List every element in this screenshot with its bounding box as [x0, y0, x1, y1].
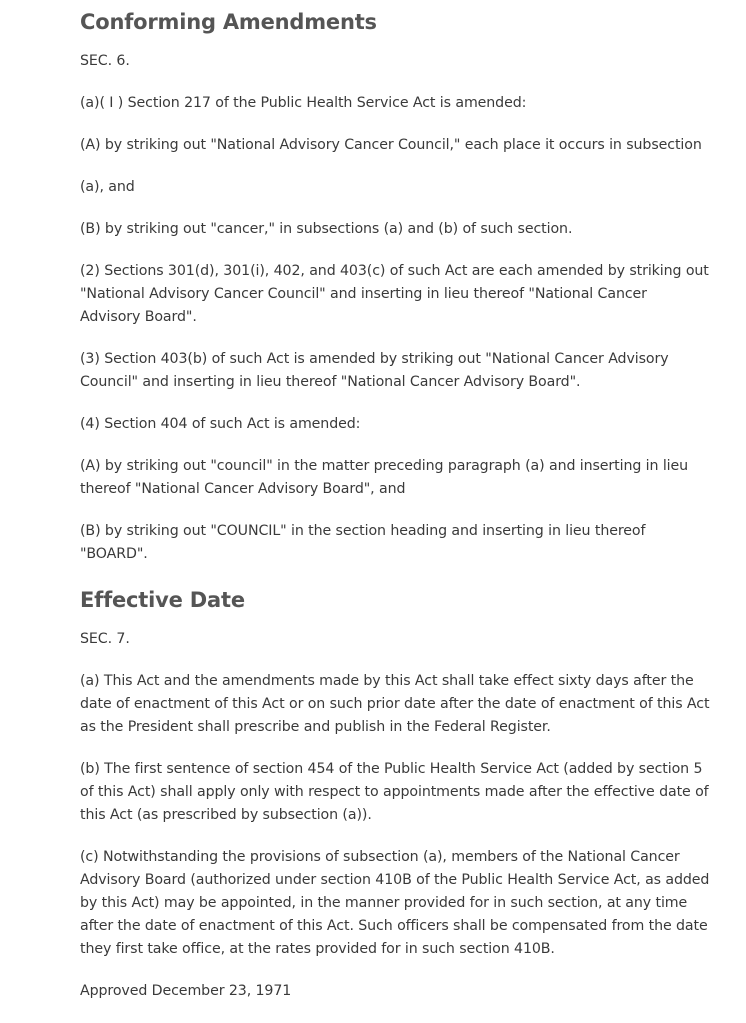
approval-date: Approved December 23, 1971 [80, 983, 292, 999]
paragraph: (4) Section 404 of such Act is amended: [80, 416, 361, 432]
paragraph: (A) by striking out "National Advisory Cancer Council," each place it occurs in subsection [80, 137, 702, 153]
paragraph: (B) by striking out "COUNCIL" in the section heading and inserting in lieu thereof "BOARD". [80, 523, 646, 562]
section-label-sec-7: SEC. 7. [80, 631, 130, 647]
section-heading-effective-date: Effective Date [80, 588, 245, 612]
paragraph: (a), and [80, 179, 135, 195]
paragraph: (a)( I ) Section 217 of the Public Health Service Act is amended: [80, 95, 527, 111]
section-label-sec-6: SEC. 6. [80, 53, 130, 69]
document-page [80, 8, 710, 1022]
paragraph: (a) This Act and the amendments made by this Act shall take effect sixty days after the date of enactment of this Act or on such prior date after the date of enactment of this Act as the President shall prescribe and publish in the Federal Register. [80, 673, 710, 735]
paragraph: (3) Section 403(b) of such Act is amended by striking out "National Cancer Advisory Council" and inserting in lieu thereof "National Cancer Advisory Board". [80, 351, 669, 390]
paragraph: (B) by striking out "cancer," in subsections (a) and (b) of such section. [80, 221, 573, 237]
paragraph: (c) Notwithstanding the provisions of subsection (a), members of the National Cancer Advisory Board (authorized under section 410B of the Public Health Service Act, as added by this Act) may be appointed, in the manner provided for in such section, at any time after the date of enactment of this Act. Such officers shall be compensated from the date they first take office, at the rates provided for in such section 410B. [80, 849, 710, 957]
paragraph: (2) Sections 301(d), 301(i), 402, and 403(c) of such Act are each amended by striking out "National Advisory Cancer Council" and inserting in lieu thereof "National Cancer Advisory Board". [80, 263, 709, 325]
paragraph: (b) The first sentence of section 454 of the Public Health Service Act (added by section 5 of this Act) shall apply only with respect to appointments made after the effective date of this Act (as prescribed by subsection (a)). [80, 761, 709, 823]
paragraph: (A) by striking out "council" in the matter preceding paragraph (a) and inserting in lieu thereof "National Cancer Advisory Board", and [80, 458, 689, 497]
section-heading-conforming-amendments: Conforming Amendments [80, 10, 377, 34]
